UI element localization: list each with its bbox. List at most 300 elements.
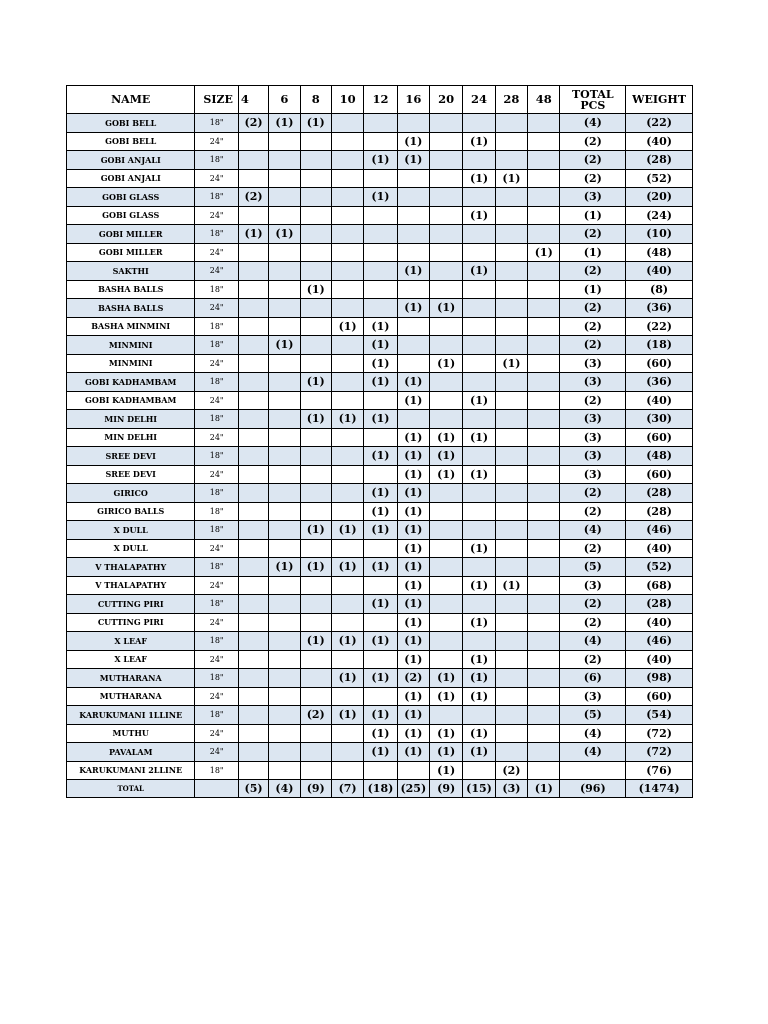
row-qty-col-6 [269, 613, 300, 632]
row-qty-col-20: (1) [430, 428, 463, 447]
row-qty-col-8: (1) [300, 373, 331, 392]
row-size: 24" [195, 687, 238, 706]
row-qty-col-28: (2) [495, 761, 527, 780]
row-qty-col-28 [495, 317, 527, 336]
row-qty-col-20 [430, 502, 463, 521]
row-qty-col-20: (1) [430, 761, 463, 780]
row-qty-col-28 [495, 650, 527, 669]
row-qty-col-16 [397, 243, 429, 262]
table-row [67, 761, 693, 780]
row-qty-col-8 [300, 225, 331, 244]
row-total-pcs: (1) [560, 280, 626, 299]
row-qty-col-4 [238, 169, 268, 188]
row-size: 18" [195, 521, 238, 540]
row-qty-col-48 [528, 188, 560, 207]
row-weight: (54) [626, 706, 693, 725]
row-qty-col-28 [495, 706, 527, 725]
row-size: 24" [195, 169, 238, 188]
row-qty-col-28 [495, 669, 527, 688]
row-weight: (20) [626, 188, 693, 207]
row-weight: (46) [626, 521, 693, 540]
row-qty-col-4 [238, 706, 268, 725]
row-weight: (18) [626, 336, 693, 355]
table-row [67, 447, 693, 466]
row-qty-col-24: (1) [463, 132, 495, 151]
row-qty-col-20 [430, 225, 463, 244]
row-qty-col-20: (1) [430, 724, 463, 743]
row-qty-col-48 [528, 613, 560, 632]
row-total-pcs: (2) [560, 613, 626, 632]
header-col-16: 16 [397, 86, 429, 114]
row-weight: (52) [626, 558, 693, 577]
row-qty-col-10 [331, 447, 363, 466]
row-qty-col-48 [528, 373, 560, 392]
row-qty-col-8: (1) [300, 280, 331, 299]
row-qty-col-10 [331, 724, 363, 743]
row-qty-col-6 [269, 687, 300, 706]
row-qty-col-48 [528, 650, 560, 669]
row-qty-col-28 [495, 243, 527, 262]
row-qty-col-20 [430, 373, 463, 392]
row-qty-col-10 [331, 484, 363, 503]
row-qty-col-24 [463, 447, 495, 466]
row-qty-col-28 [495, 391, 527, 410]
row-qty-col-48: (1) [528, 243, 560, 262]
row-qty-col-4 [238, 243, 268, 262]
row-name: CUTTING PIRI [67, 595, 195, 614]
row-qty-col-12: (1) [364, 724, 397, 743]
row-qty-col-20: (1) [430, 743, 463, 762]
row-qty-col-6 [269, 132, 300, 151]
row-qty-col-12 [364, 225, 397, 244]
row-qty-col-16 [397, 114, 429, 133]
row-total-pcs: (2) [560, 484, 626, 503]
header-col-28: 28 [495, 86, 527, 114]
row-qty-col-20 [430, 521, 463, 540]
row-qty-col-16: (2) [397, 669, 429, 688]
row-qty-col-24 [463, 317, 495, 336]
row-qty-col-6 [269, 188, 300, 207]
row-qty-col-4 [238, 502, 268, 521]
table-row [67, 132, 693, 151]
row-qty-col-8: (1) [300, 410, 331, 429]
row-size: 24" [195, 650, 238, 669]
row-qty-col-4 [238, 299, 268, 318]
row-size: 18" [195, 706, 238, 725]
row-qty-col-8 [300, 595, 331, 614]
row-qty-col-6 [269, 206, 300, 225]
header-col-10: 10 [331, 86, 363, 114]
row-weight: (48) [626, 447, 693, 466]
table-row [67, 225, 693, 244]
row-qty-col-20: (1) [430, 465, 463, 484]
row-qty-col-10 [331, 428, 363, 447]
row-name: KARUKUMANI 2LLINE [67, 761, 195, 780]
row-qty-col-6 [269, 299, 300, 318]
row-qty-col-6 [269, 669, 300, 688]
row-qty-col-28 [495, 447, 527, 466]
total-col-6: (4) [269, 780, 300, 798]
row-qty-col-16: (1) [397, 613, 429, 632]
row-qty-col-8 [300, 317, 331, 336]
row-qty-col-16: (1) [397, 743, 429, 762]
row-qty-col-6 [269, 484, 300, 503]
table-row [67, 280, 693, 299]
row-qty-col-6 [269, 465, 300, 484]
row-qty-col-28 [495, 262, 527, 281]
row-qty-col-20: (1) [430, 299, 463, 318]
row-qty-col-48 [528, 410, 560, 429]
row-qty-col-48 [528, 761, 560, 780]
row-qty-col-6 [269, 262, 300, 281]
row-qty-col-12 [364, 539, 397, 558]
row-qty-col-6 [269, 761, 300, 780]
row-qty-col-24: (1) [463, 650, 495, 669]
total-pcs-sum: (96) [560, 780, 626, 798]
row-size: 24" [195, 465, 238, 484]
row-weight: (40) [626, 132, 693, 151]
row-qty-col-24 [463, 225, 495, 244]
row-qty-col-10 [331, 595, 363, 614]
row-qty-col-48 [528, 262, 560, 281]
row-qty-col-10 [331, 465, 363, 484]
row-total-pcs: (2) [560, 132, 626, 151]
total-col-20: (9) [430, 780, 463, 798]
row-total-pcs: (3) [560, 687, 626, 706]
row-qty-col-10: (1) [331, 558, 363, 577]
row-qty-col-4 [238, 669, 268, 688]
row-total-pcs [560, 761, 626, 780]
row-qty-col-20 [430, 114, 463, 133]
table-row [67, 595, 693, 614]
row-qty-col-28 [495, 280, 527, 299]
row-qty-col-20 [430, 484, 463, 503]
row-qty-col-8 [300, 484, 331, 503]
row-qty-col-12 [364, 650, 397, 669]
row-qty-col-28 [495, 484, 527, 503]
row-qty-col-24: (1) [463, 669, 495, 688]
row-qty-col-16 [397, 336, 429, 355]
row-total-pcs: (2) [560, 539, 626, 558]
row-qty-col-10 [331, 391, 363, 410]
row-qty-col-48 [528, 632, 560, 651]
row-qty-col-6: (1) [269, 114, 300, 133]
table-row [67, 632, 693, 651]
row-weight: (28) [626, 502, 693, 521]
row-qty-col-28 [495, 595, 527, 614]
header-row [67, 86, 693, 114]
total-label: TOTAL [67, 780, 195, 798]
row-qty-col-8 [300, 262, 331, 281]
row-total-pcs: (2) [560, 225, 626, 244]
row-qty-col-4 [238, 354, 268, 373]
total-col-16: (25) [397, 780, 429, 798]
row-qty-col-24: (1) [463, 576, 495, 595]
row-name: KARUKUMANI 1LLINE [67, 706, 195, 725]
row-qty-col-24 [463, 188, 495, 207]
row-qty-col-48 [528, 743, 560, 762]
row-qty-col-12: (1) [364, 373, 397, 392]
row-qty-col-12 [364, 761, 397, 780]
row-qty-col-28 [495, 132, 527, 151]
row-size: 24" [195, 613, 238, 632]
table-row [67, 484, 693, 503]
row-qty-col-20 [430, 410, 463, 429]
row-qty-col-24 [463, 706, 495, 725]
row-qty-col-28 [495, 558, 527, 577]
row-qty-col-12: (1) [364, 447, 397, 466]
row-qty-col-20 [430, 576, 463, 595]
row-name: GOBI ANJALI [67, 169, 195, 188]
row-qty-col-24 [463, 373, 495, 392]
table-row [67, 151, 693, 170]
row-total-pcs: (1) [560, 206, 626, 225]
row-name: GOBI KADHAMBAM [67, 373, 195, 392]
row-qty-col-10: (1) [331, 669, 363, 688]
row-total-pcs: (5) [560, 706, 626, 725]
row-qty-col-12: (1) [364, 410, 397, 429]
row-total-pcs: (2) [560, 650, 626, 669]
row-qty-col-8: (1) [300, 114, 331, 133]
row-qty-col-4 [238, 558, 268, 577]
table-row [67, 687, 693, 706]
row-qty-col-4: (2) [238, 188, 268, 207]
row-qty-col-16: (1) [397, 299, 429, 318]
row-qty-col-20 [430, 336, 463, 355]
row-qty-col-10 [331, 576, 363, 595]
row-total-pcs: (3) [560, 354, 626, 373]
row-qty-col-4 [238, 650, 268, 669]
row-name: BASHA MINMINI [67, 317, 195, 336]
row-qty-col-6 [269, 502, 300, 521]
row-qty-col-6 [269, 706, 300, 725]
total-col-10: (7) [331, 780, 363, 798]
row-name: GIRICO BALLS [67, 502, 195, 521]
row-size: 18" [195, 188, 238, 207]
row-total-pcs: (4) [560, 724, 626, 743]
row-size: 18" [195, 280, 238, 299]
row-weight: (40) [626, 262, 693, 281]
row-qty-col-10 [331, 502, 363, 521]
row-qty-col-28 [495, 613, 527, 632]
row-qty-col-48 [528, 576, 560, 595]
table-row [67, 391, 693, 410]
row-qty-col-24 [463, 151, 495, 170]
row-qty-col-16: (1) [397, 539, 429, 558]
row-qty-col-48 [528, 317, 560, 336]
row-name: MUTHARANA [67, 687, 195, 706]
row-name: BASHA BALLS [67, 280, 195, 299]
row-total-pcs: (2) [560, 595, 626, 614]
total-weight-sum: (1474) [626, 780, 693, 798]
row-qty-col-4 [238, 151, 268, 170]
row-qty-col-28 [495, 336, 527, 355]
table-row [67, 613, 693, 632]
row-qty-col-6 [269, 410, 300, 429]
row-qty-col-16 [397, 225, 429, 244]
row-name: GOBI KADHAMBAM [67, 391, 195, 410]
row-qty-col-6 [269, 373, 300, 392]
row-qty-col-48 [528, 502, 560, 521]
row-qty-col-10 [331, 299, 363, 318]
row-qty-col-12 [364, 262, 397, 281]
row-qty-col-4 [238, 687, 268, 706]
row-qty-col-4 [238, 410, 268, 429]
row-weight: (68) [626, 576, 693, 595]
row-qty-col-6: (1) [269, 336, 300, 355]
row-qty-col-10 [331, 613, 363, 632]
row-name: GOBI GLASS [67, 206, 195, 225]
row-qty-col-8 [300, 243, 331, 262]
row-qty-col-10 [331, 243, 363, 262]
table-row [67, 521, 693, 540]
row-qty-col-24: (1) [463, 724, 495, 743]
table-row [67, 558, 693, 577]
row-qty-col-48 [528, 595, 560, 614]
row-qty-col-48 [528, 447, 560, 466]
row-qty-col-8 [300, 743, 331, 762]
row-qty-col-12 [364, 613, 397, 632]
total-col-12: (18) [364, 780, 397, 798]
row-size: 24" [195, 354, 238, 373]
row-name: X LEAF [67, 632, 195, 651]
row-qty-col-4 [238, 132, 268, 151]
row-qty-col-4 [238, 724, 268, 743]
header-col-12: 12 [364, 86, 397, 114]
row-qty-col-48 [528, 558, 560, 577]
row-qty-col-8 [300, 669, 331, 688]
row-qty-col-20 [430, 132, 463, 151]
row-qty-col-48 [528, 521, 560, 540]
row-qty-col-20 [430, 650, 463, 669]
row-qty-col-8: (1) [300, 521, 331, 540]
row-weight: (36) [626, 299, 693, 318]
row-qty-col-48 [528, 280, 560, 299]
row-qty-col-20: (1) [430, 447, 463, 466]
row-qty-col-10 [331, 169, 363, 188]
row-qty-col-16 [397, 410, 429, 429]
row-qty-col-12 [364, 391, 397, 410]
row-size: 24" [195, 391, 238, 410]
row-qty-col-24: (1) [463, 539, 495, 558]
row-qty-col-24 [463, 484, 495, 503]
table-row [67, 373, 693, 392]
row-total-pcs: (3) [560, 188, 626, 207]
total-col-28: (3) [495, 780, 527, 798]
row-qty-col-16: (1) [397, 558, 429, 577]
row-total-pcs: (3) [560, 576, 626, 595]
row-qty-col-4 [238, 373, 268, 392]
row-name: MINMINI [67, 336, 195, 355]
row-qty-col-16: (1) [397, 373, 429, 392]
row-total-pcs: (3) [560, 465, 626, 484]
table-row [67, 354, 693, 373]
row-qty-col-24 [463, 632, 495, 651]
row-qty-col-10 [331, 687, 363, 706]
row-qty-col-28 [495, 151, 527, 170]
row-qty-col-24 [463, 521, 495, 540]
row-qty-col-4: (2) [238, 114, 268, 133]
table-row [67, 502, 693, 521]
row-qty-col-48 [528, 151, 560, 170]
row-qty-col-8 [300, 336, 331, 355]
row-qty-col-16: (1) [397, 465, 429, 484]
row-size: 24" [195, 428, 238, 447]
row-weight: (28) [626, 151, 693, 170]
table-row [67, 465, 693, 484]
row-qty-col-20: (1) [430, 354, 463, 373]
row-qty-col-20: (1) [430, 669, 463, 688]
row-qty-col-4 [238, 391, 268, 410]
row-qty-col-20 [430, 169, 463, 188]
row-size: 18" [195, 595, 238, 614]
row-qty-col-4 [238, 465, 268, 484]
row-name: MUTHARANA [67, 669, 195, 688]
row-qty-col-28 [495, 687, 527, 706]
row-qty-col-6 [269, 576, 300, 595]
row-qty-col-16: (1) [397, 576, 429, 595]
row-qty-col-28 [495, 114, 527, 133]
row-qty-col-16: (1) [397, 595, 429, 614]
header-name: NAME [67, 86, 195, 114]
row-total-pcs: (3) [560, 447, 626, 466]
row-qty-col-48 [528, 484, 560, 503]
row-qty-col-10 [331, 114, 363, 133]
row-qty-col-12: (1) [364, 336, 397, 355]
row-size: 18" [195, 558, 238, 577]
row-qty-col-10: (1) [331, 317, 363, 336]
row-qty-col-8 [300, 613, 331, 632]
row-total-pcs: (4) [560, 114, 626, 133]
row-qty-col-4 [238, 539, 268, 558]
row-qty-col-28 [495, 539, 527, 558]
row-qty-col-8 [300, 354, 331, 373]
row-name: MIN DELHI [67, 410, 195, 429]
row-qty-col-24: (1) [463, 465, 495, 484]
row-name: GIRICO [67, 484, 195, 503]
row-qty-col-10 [331, 262, 363, 281]
row-total-pcs: (3) [560, 373, 626, 392]
row-qty-col-4 [238, 484, 268, 503]
row-qty-col-8 [300, 650, 331, 669]
row-qty-col-12: (1) [364, 706, 397, 725]
row-qty-col-10 [331, 132, 363, 151]
row-qty-col-6 [269, 317, 300, 336]
table-row [67, 262, 693, 281]
header-col-6: 6 [269, 86, 300, 114]
row-total-pcs: (2) [560, 169, 626, 188]
row-weight: (40) [626, 391, 693, 410]
row-qty-col-4 [238, 576, 268, 595]
row-qty-col-28 [495, 206, 527, 225]
table-row [67, 317, 693, 336]
row-total-pcs: (3) [560, 410, 626, 429]
row-qty-col-20 [430, 613, 463, 632]
row-qty-col-24 [463, 410, 495, 429]
header-col-24: 24 [463, 86, 495, 114]
row-qty-col-8 [300, 687, 331, 706]
total-col-4: (5) [238, 780, 268, 798]
row-qty-col-48 [528, 132, 560, 151]
row-qty-col-16: (1) [397, 132, 429, 151]
row-qty-col-28 [495, 410, 527, 429]
table-row [67, 410, 693, 429]
total-size [195, 780, 238, 798]
row-qty-col-12 [364, 280, 397, 299]
row-total-pcs: (2) [560, 299, 626, 318]
row-qty-col-6 [269, 428, 300, 447]
row-qty-col-48 [528, 225, 560, 244]
